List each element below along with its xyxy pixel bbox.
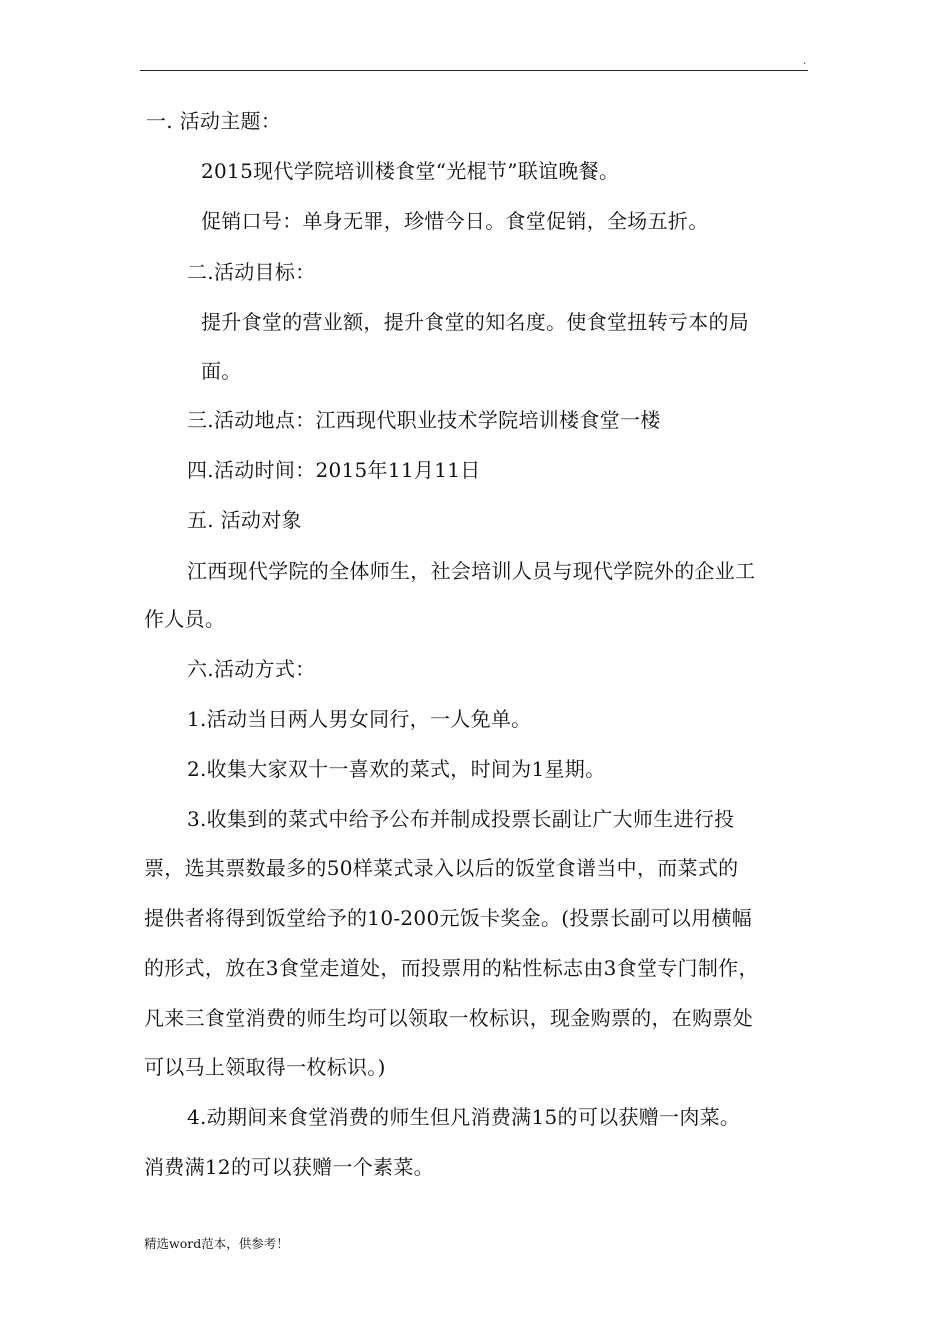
method-item-3-cont-5: 可以马上领取得一枚标识。) [144,1055,386,1079]
page-footer: 精选word范本，供参考！ [144,1236,289,1251]
section-heading-audience: 五. 活动对象 [187,508,302,532]
method-item-3-cont-3: 的形式，放在3食堂走道处，而投票用的粘性标志由3食堂专门制作， [144,956,759,980]
method-item-1: 1.活动当日两人男女同行，一人免单。 [187,707,532,731]
method-item-4-cont: 消费满12的可以获赠一个素菜。 [144,1155,434,1179]
method-item-3-cont-4: 凡来三食堂消费的师生均可以领取一枚标识，现金购票的，在购票处 [144,1006,753,1030]
method-item-3-cont-1: 票，选其票数最多的50样菜式录入以后的饭堂食谱当中，而菜式的 [144,856,739,880]
method-item-3-cont-2: 提供者将得到饭堂给予的10-200元饭卡奖金。(投票长副可以用横幅 [144,906,753,930]
method-item-2: 2.收集大家双十一喜欢的菜式，时间为1星期。 [187,757,606,781]
goal-text: 提升食堂的营业额，提升食堂的知名度。使食堂扭转亏本的局 [201,310,750,334]
method-item-4: 4.动期间来食堂消费的师生但凡消费满15的可以获赠一肉菜。 [187,1105,741,1129]
goal-text-cont: 面。 [201,359,242,383]
audience-text: 江西现代学院的全体师生，社会培训人员与现代学院外的企业工 [187,559,756,583]
section-location: 三.活动地点：江西现代职业技术学院培训楼食堂一楼 [187,408,661,432]
method-item-3: 3.收集到的菜式中给予公布并制成投票长副让广大师生进行投 [187,807,735,831]
section-time: 四.活动时间：2015年11月11日 [187,458,481,482]
theme-title: 2015现代学院培训楼食堂“光棍节”联谊晚餐。 [201,159,620,183]
audience-text-cont: 作人员。 [144,607,226,631]
section-heading-goal: 二.活动目标： [187,260,316,284]
header-mark: . [803,56,807,67]
section-heading-method: 六.活动方式： [187,657,316,681]
header-rule [140,70,808,71]
promo-slogan: 促销口号：单身无罪，珍惜今日。食堂促销，全场五折。 [201,209,709,233]
section-heading-theme: 一. 活动主题： [146,109,282,133]
